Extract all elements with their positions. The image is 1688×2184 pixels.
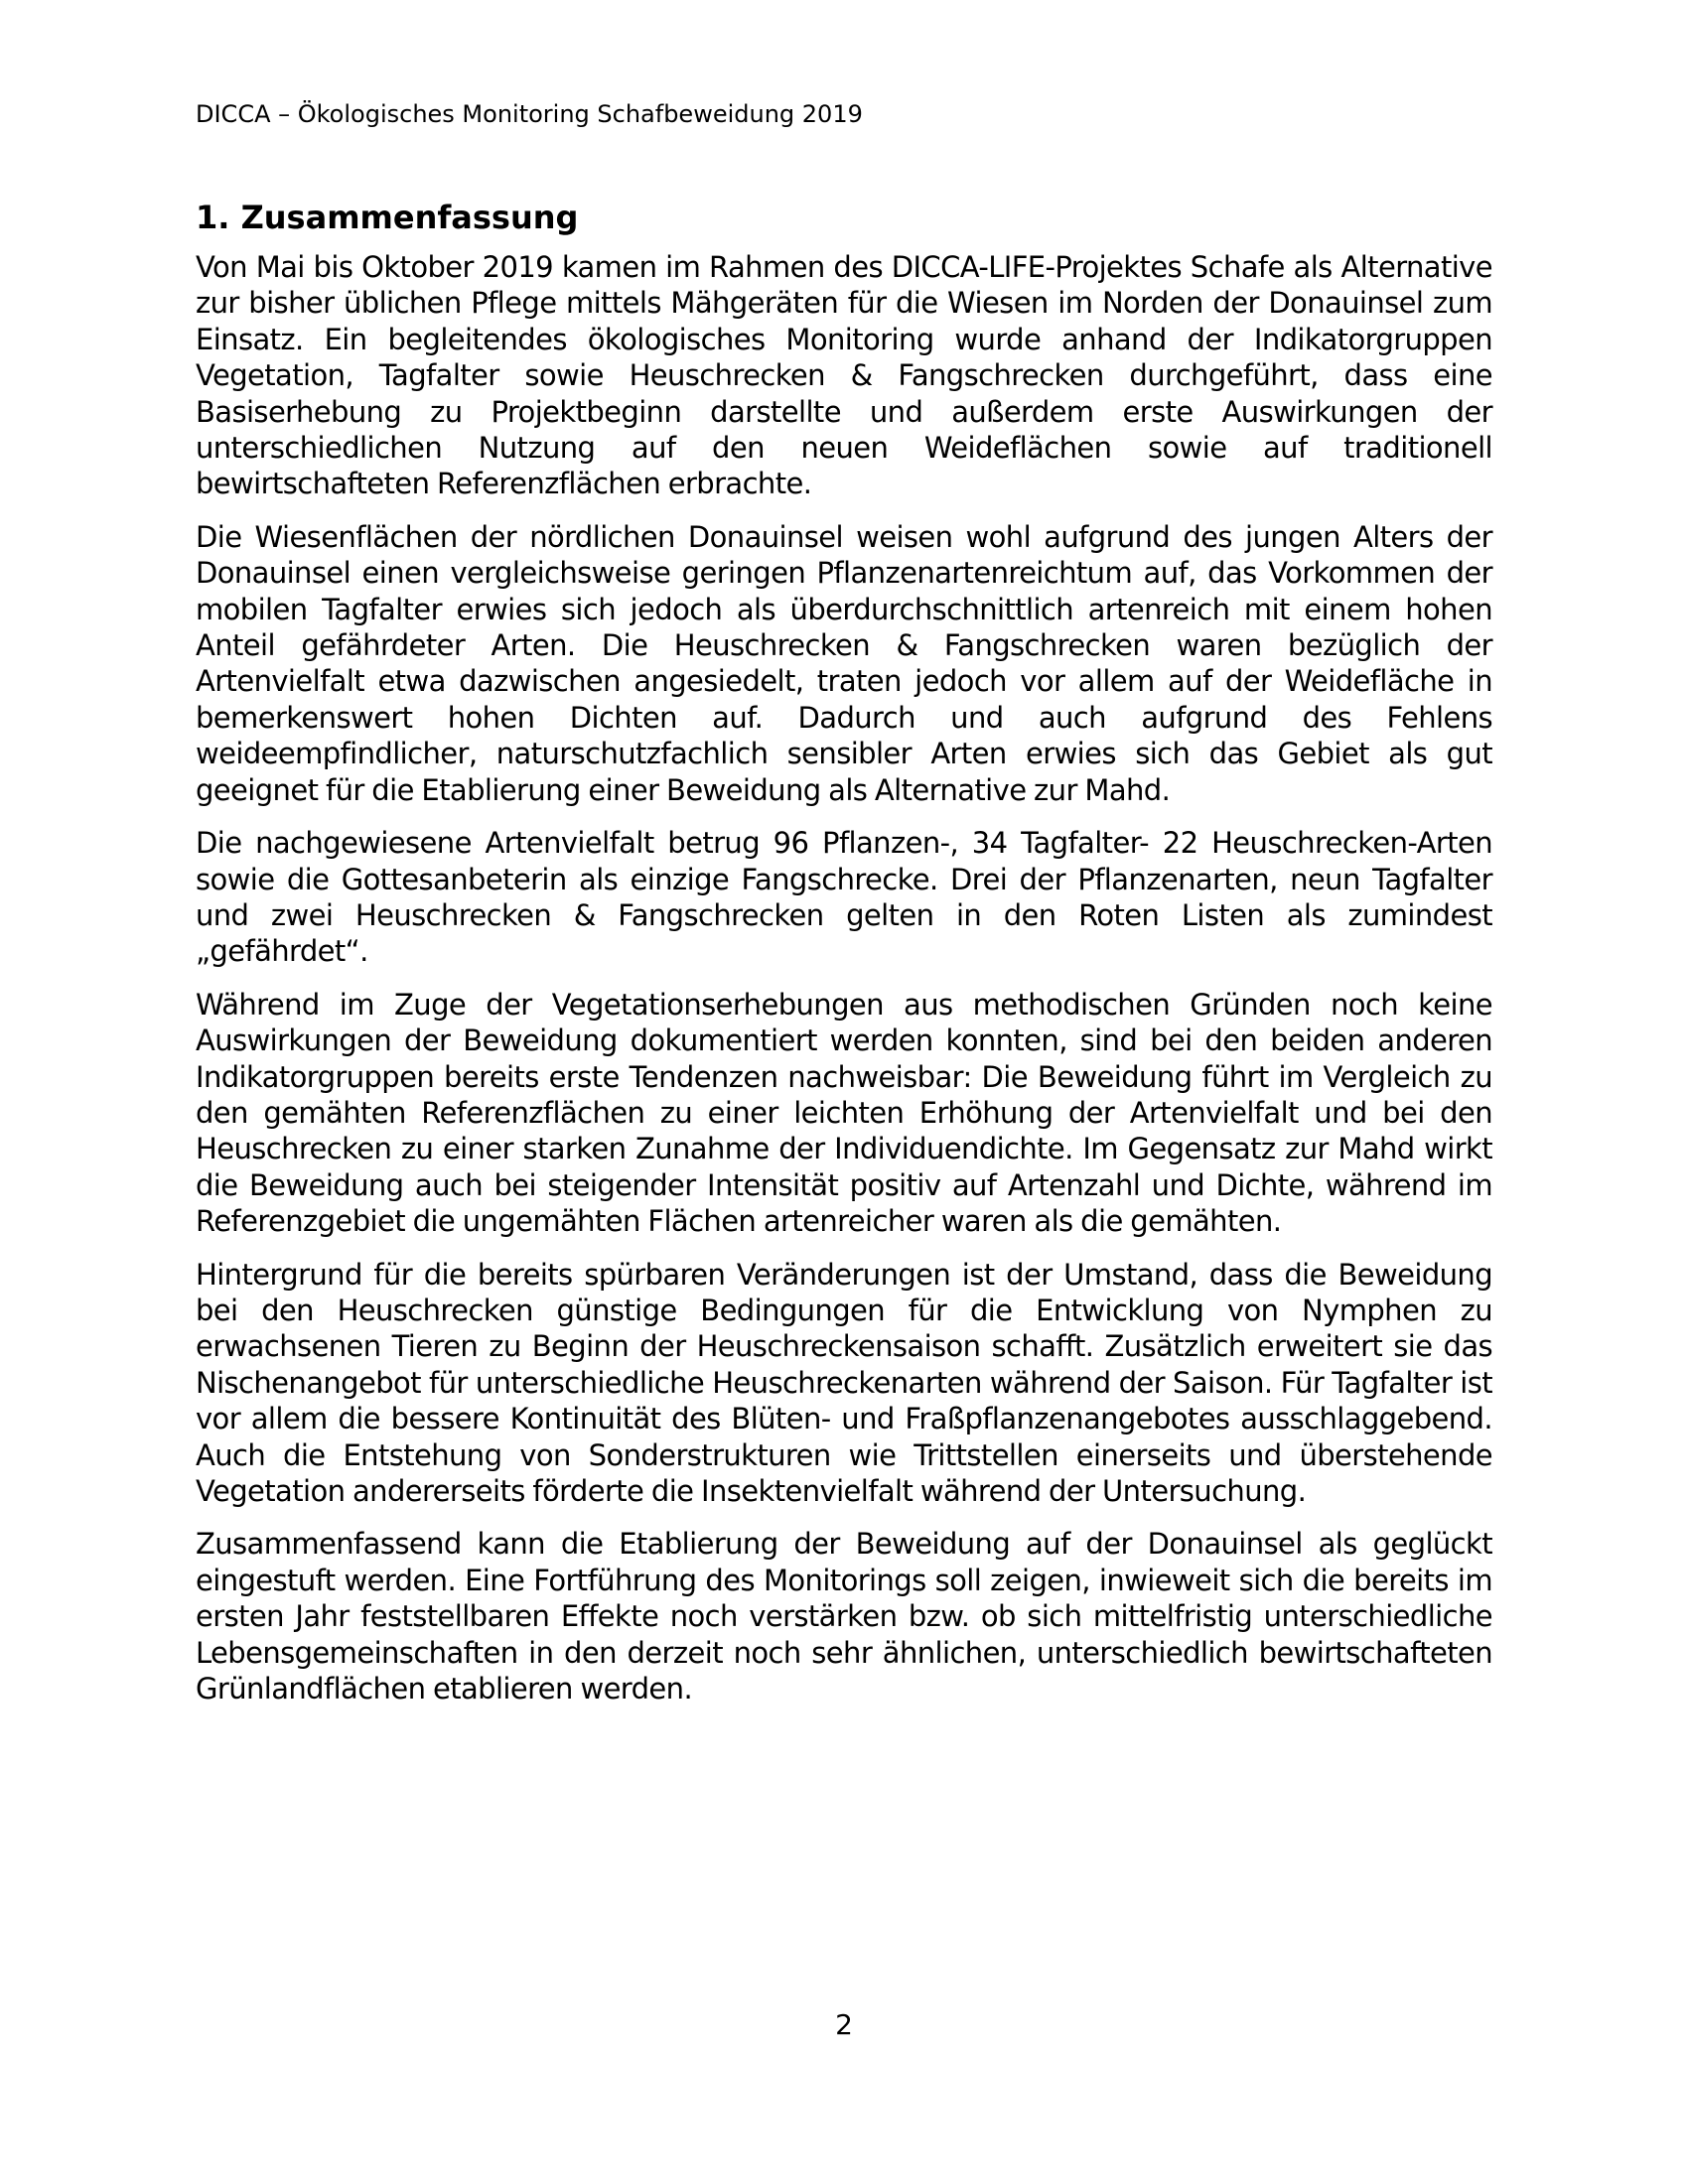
paragraph-intro: Von Mai bis Oktober 2019 kamen im Rahmen des DICCA-LIFE-Projektes Schafe als Alternative zur bisher üblichen Pflege mittels Mähgeräten für die Wiesen im Norden der Donauinsel zum Einsatz. Ein begleitendes ökologisches Monitoring wurde anhand der Indikatorgruppen Vegetation, Tagfalter sowie Heuschrecken & Fangschrecken durchgeführt, dass eine Basiserhebung zu Projektbeginn darstellte und außerdem erste Auswirkungen der unterschiedlichen Nutzung auf den neuen Weideflächen sowie auf traditionell bewirtschafteten Referenzflächen erbrachte. xyxy=(196,250,1492,501)
paragraph-grazing-effects: Während im Zuge der Vegetationserhebungen aus methodischen Gründen noch keine Auswirkungen der Beweidung dokumentiert werden konnten, sind bei den beiden anderen Indikatorgruppen bereits erste Tendenzen nachweisbar: Die Beweidung führt im Vergleich zu den gemähten Referenzflächen zu einer leichten Erhöhung der Artenvielfalt und bei den Heuschrecken zu einer starken Zunahme der Individuendichte. Im Gegensatz zur Mahd wirkt die Beweidung auch bei steigender Intensität positiv auf Artenzahl und Dichte, während im Referenzgebiet die ungemähten Flächen artenreicher waren als die gemähten. xyxy=(196,987,1492,1239)
summary-section xyxy=(196,196,1492,1723)
paragraph-habitat: Die Wiesenflächen der nördlichen Donauinsel weisen wohl aufgrund des jungen Alters der Donauinsel einen vergleichsweise geringen Pflanzenartenreichtum auf, das Vorkommen der mobilen Tagfalter erwies sich jedoch als überdurchschnittlich artenreich mit einem hohen Anteil gefährdeter Arten. Die Heuschrecken & Fangschrecken waren bezüglich der Artenvielfalt etwa dazwischen angesiedelt, traten jedoch vor allem auf der Weidefläche in bemerkenswert hohen Dichten auf. Dadurch und auch aufgrund des Fehlens weideempfindlicher, naturschutzfachlich sensibler Arten erwies sich das Gebiet als gut geeignet für die Etablierung einer Beweidung als Alternative zur Mahd. xyxy=(196,519,1492,807)
section-heading: 1. Zusammenfassung xyxy=(196,199,579,236)
paragraph-conclusion: Zusammenfassend kann die Etablierung der Beweidung auf der Donauinsel als geglückt eingestuft werden. Eine Fortführung des Monitorings soll zeigen, inwieweit sich die bereits im ersten Jahr feststellbaren Effekte noch verstärken bzw. ob sich mittelfristig unterschiedliche Lebensgemeinschaften in den derzeit noch sehr ähnlichen, unterschiedlich bewirtschafteten Grünlandflächen etablieren werden. xyxy=(196,1527,1492,1706)
running-header: DICCA – Ökologisches Monitoring Schafbeweidung 2019 xyxy=(196,100,863,128)
page-number: 2 xyxy=(835,2008,853,2041)
paragraph-species-counts: Die nachgewiesene Artenvielfalt betrug 96 Pflanzen-, 34 Tagfalter- 22 Heuschrecken-Arten sowie die Gottesanbeterin als einzige Fangschrecke. Drei der Pflanzenarten, neun Tagfalter und zwei Heuschrecken & Fangschrecken gelten in den Roten Listen als zumindest „gefährdet“. xyxy=(196,826,1492,969)
paragraph-background: Hintergrund für die bereits spürbaren Veränderungen ist der Umstand, dass die Beweidung bei den Heuschrecken günstige Bedingungen für die Entwicklung von Nymphen zu erwachsenen Tieren zu Beginn der Heuschreckensaison schafft. Zusätzlich erweitert sie das Nischenangebot für unterschiedliche Heuschreckenarten während der Saison. Für Tagfalter ist vor allem die bessere Kontinuität des Blüten- und Fraßpflanzenangebotes ausschlaggebend. Auch die Entstehung von Sonderstrukturen wie Trittstellen einerseits und überstehende Vegetation andererseits förderte die Insektenvielfalt während der Untersuchung. xyxy=(196,1257,1492,1508)
